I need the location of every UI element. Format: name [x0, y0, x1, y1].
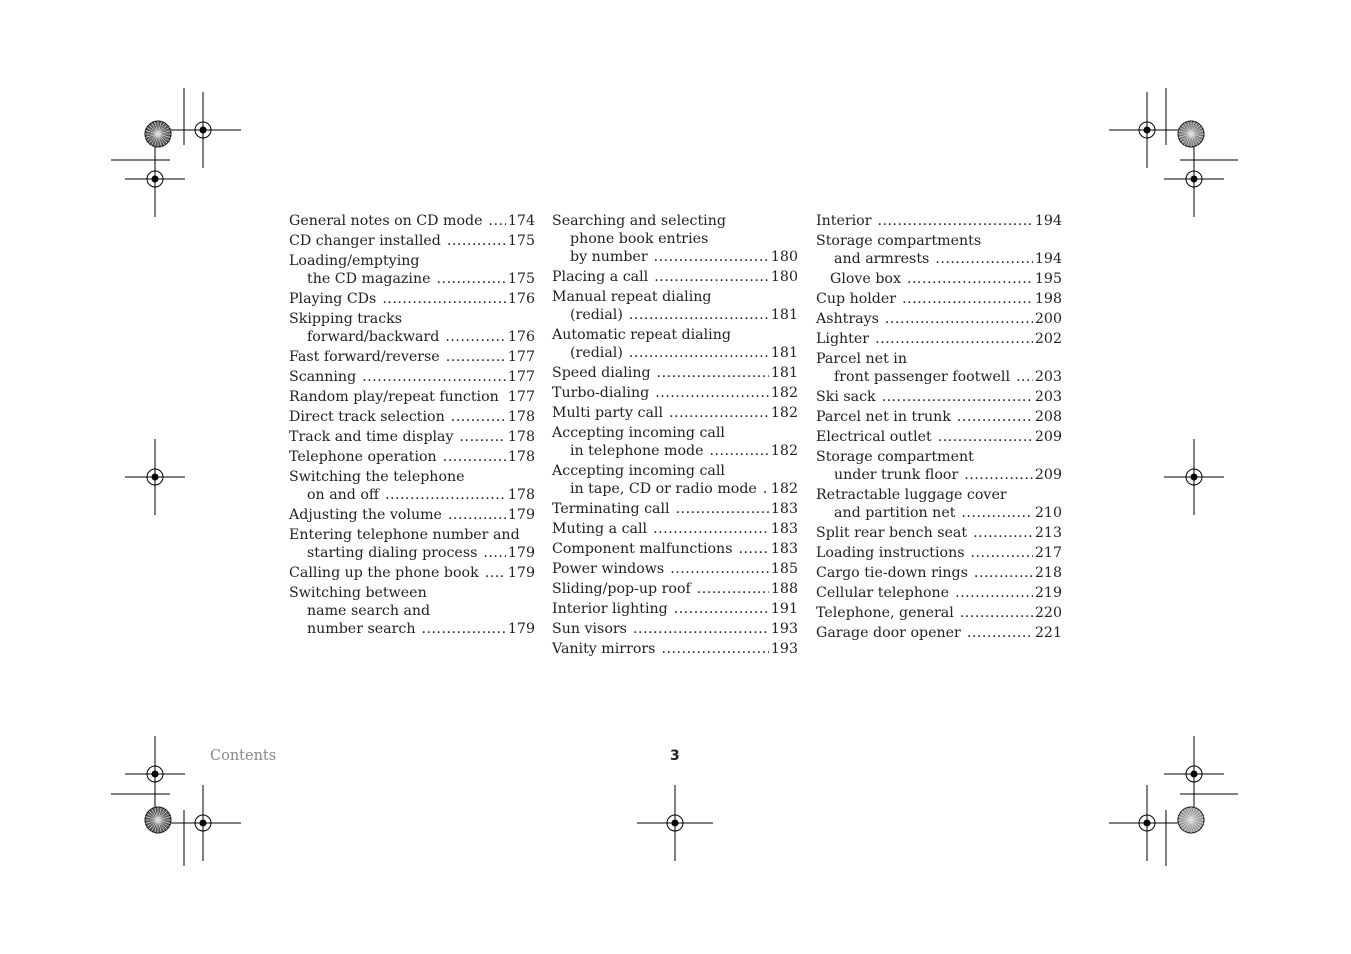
leader-dots [489, 212, 506, 230]
entry-page-number: 182 [770, 481, 798, 497]
entry-page-number: 194 [1034, 213, 1062, 229]
index-entry [816, 584, 1062, 602]
index-entry [552, 620, 798, 638]
entry-text: Parcel net in trunk [816, 409, 951, 425]
leader-dots [957, 408, 1033, 426]
entry-text: Entering telephone number and [289, 527, 520, 543]
index-entry [289, 252, 535, 288]
registration-wheel [1178, 807, 1204, 833]
entry-page-number: 182 [770, 385, 798, 401]
entry-page-number: 218 [1034, 565, 1062, 581]
entry-text: in tape, CD or radio mode [570, 481, 757, 497]
entry-page-number: 179 [507, 565, 535, 581]
index-entry [289, 232, 535, 250]
index-entry [552, 384, 798, 402]
leader-dots [629, 306, 769, 324]
leader-dots [710, 442, 769, 460]
leader-dots [382, 290, 506, 308]
index-entry [289, 584, 535, 638]
entry-page-number: 203 [1034, 389, 1062, 405]
entry-page-number: 209 [1034, 467, 1062, 483]
entry-page-number: 210 [1034, 505, 1062, 521]
leader-dots [882, 388, 1033, 406]
entry-page-number: 183 [770, 541, 798, 557]
entry-text: Playing CDs [289, 291, 377, 307]
index-entry [816, 350, 1062, 386]
leader-dots [1016, 368, 1033, 386]
entry-text: Searching and selecting [552, 213, 726, 229]
entry-page-number: 209 [1034, 429, 1062, 445]
leader-dots [446, 348, 506, 366]
entry-text: in telephone mode [570, 443, 704, 459]
leader-dots [875, 330, 1033, 348]
entry-text: Skipping tracks [289, 311, 403, 327]
entry-text: CD changer installed [289, 233, 441, 249]
leader-dots [964, 466, 1033, 484]
entry-text: Interior lighting [552, 601, 668, 617]
entry-page-number: 181 [770, 365, 798, 381]
entry-page-number: 177 [507, 369, 535, 385]
index-entry [816, 408, 1062, 426]
entry-text: Ashtrays [816, 311, 879, 327]
leader-dots [676, 500, 769, 518]
entry-text: front passenger footwell [834, 369, 1010, 385]
leader-dots [885, 310, 1033, 328]
index-entry [552, 288, 798, 324]
entry-text: Muting a call [552, 521, 648, 537]
entry-text: Cargo tie-down rings [816, 565, 968, 581]
entry-text: Retractable luggage cover [816, 487, 1007, 503]
leader-dots [902, 290, 1033, 308]
entry-text: Cup holder [816, 291, 897, 307]
entry-page-number: 200 [1034, 311, 1062, 327]
index-entry [289, 368, 535, 386]
index-entry [816, 544, 1062, 562]
index-entry [816, 448, 1062, 484]
index-entry [552, 640, 798, 658]
entry-text: Terminating call [552, 501, 670, 517]
entry-text: by number [570, 249, 648, 265]
index-entry [289, 408, 535, 426]
leader-dots [877, 212, 1032, 230]
entry-text: Turbo-dialing [552, 385, 650, 401]
index-entry [816, 624, 1062, 642]
leader-dots [960, 604, 1033, 622]
entry-text: Multi party call [552, 405, 663, 421]
entry-text: Switching between [289, 585, 427, 601]
index-entry [816, 212, 1062, 230]
leader-dots [448, 506, 506, 524]
entry-page-number: 194 [1034, 251, 1062, 267]
entry-page-number: 220 [1034, 605, 1062, 621]
entry-page-number: 183 [770, 501, 798, 517]
entry-text: Placing a call [552, 269, 649, 285]
leader-dots [629, 344, 769, 362]
entry-text: Storage compartment [816, 449, 974, 465]
index-entry [816, 428, 1062, 446]
index-entry [816, 232, 1062, 268]
entry-page-number: 178 [507, 429, 535, 445]
entry-text: Track and time display [289, 429, 454, 445]
leader-dots [961, 504, 1032, 522]
leader-dots [967, 624, 1033, 642]
entry-text: Cellular telephone [816, 585, 950, 601]
leader-dots [669, 404, 769, 422]
index-entry [552, 326, 798, 362]
entry-page-number: 185 [770, 561, 798, 577]
leader-dots [661, 640, 768, 658]
index-entry [552, 580, 798, 598]
entry-text: Direct track selection [289, 409, 445, 425]
entry-text: Loading/emptying [289, 253, 420, 269]
entry-text: Vanity mirrors [552, 641, 656, 657]
leader-dots [935, 250, 1033, 268]
entry-text: Accepting incoming call [552, 425, 725, 441]
leader-dots [451, 408, 506, 426]
entry-text: Manual repeat dialing [552, 289, 712, 305]
index-entry [289, 290, 535, 308]
leader-dots [971, 544, 1033, 562]
entry-page-number: 193 [770, 641, 798, 657]
index-entry [289, 526, 535, 562]
entry-page-number: 180 [770, 249, 798, 265]
index-entry [289, 564, 535, 582]
index-entry [816, 270, 1062, 288]
entry-text: Fast forward/reverse [289, 349, 440, 365]
entry-page-number: 179 [507, 507, 535, 523]
index-entry [289, 448, 535, 466]
index-entry [552, 500, 798, 518]
index-column-1 [289, 212, 535, 640]
entry-page-number: 208 [1034, 409, 1062, 425]
index-entry [552, 424, 798, 460]
index-entry [289, 310, 535, 346]
entry-page-number: 177 [507, 389, 535, 405]
index-entry [552, 520, 798, 538]
leader-dots [485, 564, 506, 582]
entry-text: Split rear bench seat [816, 525, 968, 541]
index-entry [289, 212, 535, 230]
entry-page-number: 195 [1034, 271, 1062, 287]
entry-page-number: 219 [1034, 585, 1062, 601]
index-entry [816, 604, 1062, 622]
index-entry [816, 330, 1062, 348]
entry-page-number: 182 [770, 443, 798, 459]
entry-page-number: 181 [770, 345, 798, 361]
entry-text: Telephone operation [289, 449, 437, 465]
leader-dots [653, 520, 769, 538]
entry-text: forward/backward [307, 329, 440, 345]
entry-text: (redial) [570, 345, 623, 361]
leader-dots [654, 248, 769, 266]
entry-text: Sliding/pop-up roof [552, 581, 691, 597]
leader-dots [483, 544, 506, 562]
footer-section-label: Contents [210, 748, 277, 764]
entry-page-number: 178 [507, 487, 535, 503]
entry-text: Power windows [552, 561, 665, 577]
registration-wheel [145, 807, 171, 833]
entry-text: Glove box [830, 271, 901, 287]
index-entry [816, 310, 1062, 328]
entry-text: Random play/repeat function [289, 389, 499, 405]
entry-text: Loading instructions [816, 545, 965, 561]
leader-dots [697, 580, 769, 598]
entry-text: Electrical outlet [816, 429, 932, 445]
index-entry [816, 564, 1062, 582]
entry-text: the CD magazine [307, 271, 431, 287]
entry-text: Telephone, general [816, 605, 954, 621]
entry-page-number: 182 [770, 405, 798, 421]
entry-text: Speed dialing [552, 365, 651, 381]
index-entry [289, 388, 535, 406]
leader-dots [657, 364, 769, 382]
entry-text: Garage door opener [816, 625, 961, 641]
leader-dots [633, 620, 769, 638]
entry-page-number: 202 [1034, 331, 1062, 347]
leader-dots [362, 368, 506, 386]
index-entry [552, 540, 798, 558]
leader-dots [447, 232, 506, 250]
leader-dots [505, 388, 506, 406]
index-entry [552, 364, 798, 382]
entry-page-number: 193 [770, 621, 798, 637]
index-entry [816, 290, 1062, 308]
entry-page-number: 213 [1034, 525, 1062, 541]
index-entry [552, 212, 798, 266]
entry-text: Ski sack [816, 389, 876, 405]
leader-dots [670, 560, 769, 578]
leader-dots [460, 428, 506, 446]
entry-page-number: 179 [507, 621, 535, 637]
registration-wheel [145, 121, 171, 147]
entry-text: Lighter [816, 331, 870, 347]
leader-dots [654, 268, 769, 286]
index-entry [816, 524, 1062, 542]
index-entry [289, 348, 535, 366]
leader-dots [674, 600, 769, 618]
entry-page-number: 221 [1034, 625, 1062, 641]
leader-dots [655, 384, 769, 402]
entry-text: General notes on CD mode [289, 213, 483, 229]
registration-wheel [1178, 121, 1204, 147]
leader-dots [938, 428, 1033, 446]
entry-text: name search and [307, 603, 431, 619]
leader-dots [385, 486, 506, 504]
entry-text: Scanning [289, 369, 357, 385]
leader-dots [973, 524, 1033, 542]
entry-text: phone book entries [570, 231, 709, 247]
entry-page-number: 203 [1034, 369, 1062, 385]
leader-dots [907, 270, 1033, 288]
entry-text: on and off [307, 487, 379, 503]
entry-page-number: 198 [1034, 291, 1062, 307]
entry-text: Parcel net in [816, 351, 907, 367]
entry-page-number: 180 [770, 269, 798, 285]
entry-text: Switching the telephone [289, 469, 465, 485]
index-entry [552, 404, 798, 422]
index-column-3 [816, 212, 1062, 644]
index-entry [289, 428, 535, 446]
leader-dots [763, 480, 769, 498]
index-entry [552, 600, 798, 618]
entry-page-number: 217 [1034, 545, 1062, 561]
leader-dots [738, 540, 768, 558]
entry-text: Storage compartments [816, 233, 982, 249]
entry-page-number: 181 [770, 307, 798, 323]
entry-page-number: 188 [770, 581, 798, 597]
entry-text: Calling up the phone book [289, 565, 479, 581]
entry-page-number: 174 [507, 213, 535, 229]
index-column-2 [552, 212, 798, 660]
entry-page-number: 176 [507, 291, 535, 307]
entry-page-number: 178 [507, 449, 535, 465]
entry-text: Component malfunctions [552, 541, 733, 557]
leader-dots [974, 564, 1033, 582]
index-entry [289, 506, 535, 524]
index-entry [289, 468, 535, 504]
entry-page-number: 177 [507, 349, 535, 365]
leader-dots [436, 270, 505, 288]
entry-text: starting dialing process [307, 545, 478, 561]
entry-text: and armrests [834, 251, 930, 267]
entry-text: and partition net [834, 505, 956, 521]
leader-dots [422, 620, 506, 638]
entry-page-number: 179 [507, 545, 535, 561]
entry-text: Accepting incoming call [552, 463, 725, 479]
entry-text: (redial) [570, 307, 623, 323]
entry-page-number: 176 [507, 329, 535, 345]
page-number: 3 [670, 748, 680, 764]
index-entry [816, 388, 1062, 406]
entry-page-number: 183 [770, 521, 798, 537]
index-entry [552, 268, 798, 286]
entry-page-number: 175 [507, 271, 535, 287]
entry-text: Adjusting the volume [289, 507, 442, 523]
entry-page-number: 191 [770, 601, 798, 617]
index-entry [816, 486, 1062, 522]
entry-text: number search [307, 621, 416, 637]
index-entry [552, 462, 798, 498]
entry-text: under trunk floor [834, 467, 959, 483]
entry-page-number: 175 [507, 233, 535, 249]
entry-text: Automatic repeat dialing [552, 327, 731, 343]
entry-text: Sun visors [552, 621, 627, 637]
entry-text: Interior [816, 213, 872, 229]
leader-dots [443, 448, 506, 466]
entry-page-number: 178 [507, 409, 535, 425]
leader-dots [955, 584, 1033, 602]
leader-dots [445, 328, 506, 346]
index-entry [552, 560, 798, 578]
